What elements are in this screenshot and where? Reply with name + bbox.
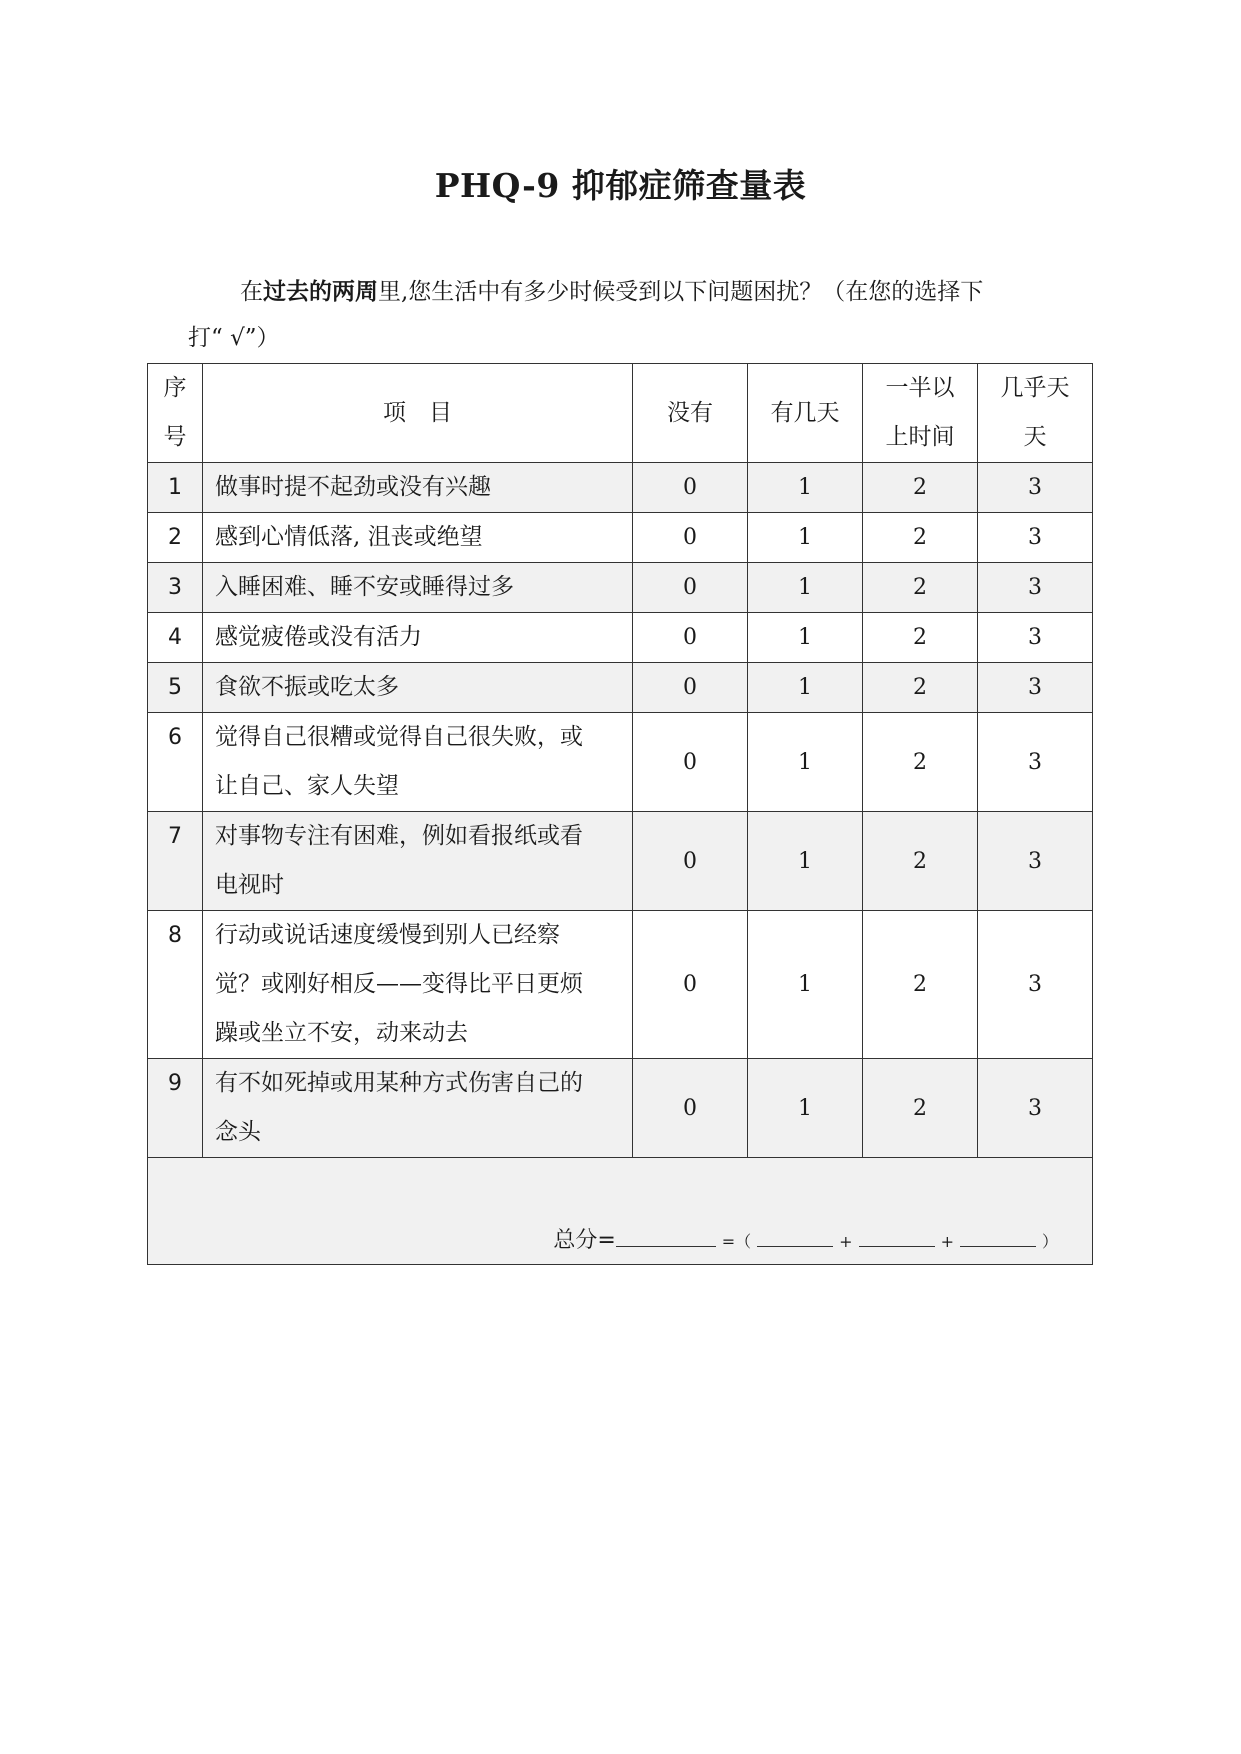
score-option-3[interactable]: 3 <box>978 613 1093 663</box>
row-item-line: 电视时 <box>215 872 284 898</box>
table-row <box>148 563 1093 613</box>
blank-2[interactable] <box>859 1226 935 1247</box>
row-item-line: 食欲不振或吃太多 <box>215 674 399 700</box>
row-item-line: 念头 <box>215 1119 261 1145</box>
table-row <box>148 1059 1093 1158</box>
total-label: 总分= <box>553 1228 616 1253</box>
header-opt2: 一半以 上时间 <box>863 364 978 463</box>
row-item <box>203 563 633 613</box>
score-option-1[interactable]: 1 <box>748 463 863 513</box>
row-number: 8 <box>148 911 203 1059</box>
score-option-1[interactable]: 1 <box>748 713 863 812</box>
score-option-0[interactable]: 0 <box>633 663 748 713</box>
row-item-line: 做事时提不起劲或没有兴趣 <box>215 474 491 500</box>
blank-3[interactable] <box>960 1226 1036 1247</box>
row-number: 2 <box>148 513 203 563</box>
row-item <box>203 713 633 812</box>
intro-bold: 过去的两周 <box>263 278 378 305</box>
row-item-line: 感到心情低落, 沮丧或绝望 <box>215 524 483 550</box>
table-row <box>148 613 1093 663</box>
header-opt0: 没有 <box>633 364 748 463</box>
score-option-0[interactable]: 0 <box>633 463 748 513</box>
row-item <box>203 812 633 911</box>
row-number: 5 <box>148 663 203 713</box>
score-option-2[interactable]: 2 <box>863 613 978 663</box>
score-option-1[interactable]: 1 <box>748 513 863 563</box>
score-option-2[interactable]: 2 <box>863 563 978 613</box>
table-row <box>148 663 1093 713</box>
row-item <box>203 663 633 713</box>
score-option-0[interactable]: 0 <box>633 713 748 812</box>
phq9-table <box>147 363 1093 1265</box>
score-option-3[interactable]: 3 <box>978 563 1093 613</box>
table-row <box>148 812 1093 911</box>
table-row <box>148 713 1093 812</box>
table-row <box>148 911 1093 1059</box>
score-option-2[interactable]: 2 <box>863 713 978 812</box>
table-row <box>148 463 1093 513</box>
score-option-2[interactable]: 2 <box>863 463 978 513</box>
blank-1[interactable] <box>757 1226 833 1247</box>
row-item <box>203 1059 633 1158</box>
table-row <box>148 513 1093 563</box>
row-number: 9 <box>148 1059 203 1158</box>
row-item <box>203 911 633 1059</box>
score-option-1[interactable]: 1 <box>748 613 863 663</box>
row-item-line: 感觉疲倦或没有活力 <box>215 624 422 650</box>
score-option-0[interactable]: 0 <box>633 911 748 1059</box>
row-item-line: 觉？或刚好相反——变得比平日更烦 <box>215 971 583 997</box>
total-cell <box>148 1158 1093 1265</box>
row-item-line: 有不如死掉或用某种方式伤害自己的 <box>215 1070 583 1096</box>
instructions <box>188 267 1068 351</box>
row-number: 6 <box>148 713 203 812</box>
row-item-line: 对事物专注有困难，例如看报纸或看 <box>215 823 583 849</box>
row-item <box>203 463 633 513</box>
score-option-3[interactable]: 3 <box>978 663 1093 713</box>
score-option-3[interactable]: 3 <box>978 713 1093 812</box>
row-item <box>203 613 633 663</box>
header-item: 项 目 <box>203 364 633 463</box>
row-number: 7 <box>148 812 203 911</box>
plus-2: + <box>940 1232 954 1251</box>
plus-1: + <box>839 1232 853 1251</box>
total-blank[interactable] <box>616 1226 716 1247</box>
score-option-1[interactable]: 1 <box>748 663 863 713</box>
header-opt3: 几乎天 天 <box>978 364 1093 463</box>
header-row <box>148 364 1093 463</box>
score-option-2[interactable]: 2 <box>863 663 978 713</box>
header-opt1: 有几天 <box>748 364 863 463</box>
score-option-2[interactable]: 2 <box>863 812 978 911</box>
row-item-line: 入睡困难、睡不安或睡得过多 <box>215 574 514 600</box>
score-option-0[interactable]: 0 <box>633 1059 748 1158</box>
score-option-0[interactable]: 0 <box>633 513 748 563</box>
score-option-1[interactable]: 1 <box>748 812 863 911</box>
score-option-1[interactable]: 1 <box>748 1059 863 1158</box>
score-option-3[interactable]: 3 <box>978 1059 1093 1158</box>
page-title: PHQ-9 抑郁症筛查量表 <box>434 166 807 205</box>
score-option-2[interactable]: 2 <box>863 911 978 1059</box>
total-eq: =（ <box>721 1232 752 1251</box>
header-no: 序 号 <box>148 364 203 463</box>
score-option-0[interactable]: 0 <box>633 563 748 613</box>
score-option-2[interactable]: 2 <box>863 513 978 563</box>
row-item-line: 躁或坐立不安，动来动去 <box>215 1020 468 1046</box>
row-number: 1 <box>148 463 203 513</box>
row-item-line: 行动或说话速度缓慢到别人已经察 <box>215 922 560 948</box>
score-option-0[interactable]: 0 <box>633 613 748 663</box>
total-row <box>148 1158 1093 1265</box>
row-item <box>203 513 633 563</box>
score-option-1[interactable]: 1 <box>748 911 863 1059</box>
total-close: ） <box>1041 1232 1058 1251</box>
score-option-3[interactable]: 3 <box>978 513 1093 563</box>
intro-suffix: 里,您生活中有多少时候受到以下问题困扰？（在您的选择下 <box>378 279 984 305</box>
intro-line2: 打“ √”） <box>188 325 280 351</box>
score-option-3[interactable]: 3 <box>978 463 1093 513</box>
score-option-3[interactable]: 3 <box>978 911 1093 1059</box>
score-option-0[interactable]: 0 <box>633 812 748 911</box>
row-number: 4 <box>148 613 203 663</box>
row-item-line: 觉得自己很糟或觉得自己很失败，或 <box>215 724 583 750</box>
score-option-3[interactable]: 3 <box>978 812 1093 911</box>
intro-prefix: 在 <box>240 279 263 305</box>
row-item-line: 让自己、家人失望 <box>215 773 399 799</box>
score-option-1[interactable]: 1 <box>748 563 863 613</box>
score-option-2[interactable]: 2 <box>863 1059 978 1158</box>
row-number: 3 <box>148 563 203 613</box>
